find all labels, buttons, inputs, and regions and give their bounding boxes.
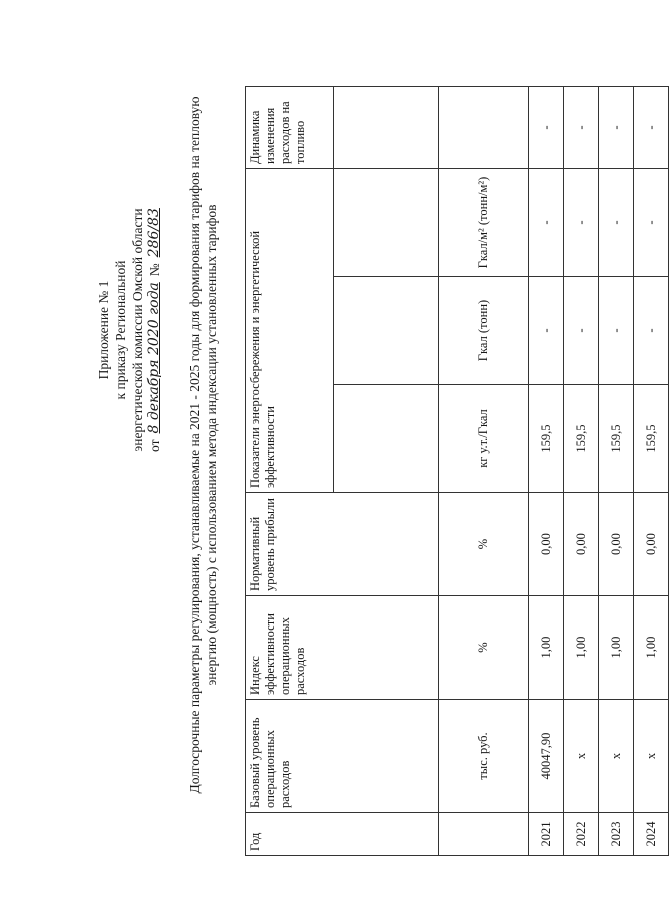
from-prefix: от [147,439,162,452]
number-prefix: № [147,263,162,277]
cell-dynamics: - [634,87,669,169]
cell-year: 2022 [564,813,599,856]
unit-year [439,813,529,856]
appendix-commission: энергетической комиссии Омской области [130,208,145,452]
table-row [599,87,634,856]
handwritten-date: 8 декабря 2020 года [146,282,162,434]
table-row [529,87,564,856]
table-row [564,87,599,856]
cell-base: 40047,90 [529,700,564,813]
subheader-dynamics [334,87,439,169]
header-year: Год [246,813,439,856]
cell-index: 1,00 [634,596,669,700]
appendix-title: Приложение № 1 [96,280,111,380]
cell-year: 2021 [529,813,564,856]
subheader-k3 [334,169,439,277]
header-fuel-dynamics: Динамика изменения расходов на топливо [246,87,334,169]
header-base-level: Базовый уровень операционных расходов [246,700,439,813]
title-line-2: энергию (мощность) с использованием метода индексации установленных тарифов [204,204,219,686]
cell-k1: 159,5 [599,385,634,493]
parameters-table [245,86,669,856]
cell-profit: 0,00 [634,493,669,596]
cell-profit: 0,00 [599,493,634,596]
cell-dynamics: - [564,87,599,169]
unit-k1: кг у.т./Гкал [439,385,529,493]
header-energy-saving: Показатели энергосбережения и энергетической эффективности [246,169,334,493]
handwritten-number: 286/83 [146,208,162,258]
cell-index: 1,00 [599,596,634,700]
cell-base: x [599,700,634,813]
units-row [439,87,529,856]
cell-k2: - [634,277,669,385]
cell-k1: 159,5 [564,385,599,493]
cell-dynamics: - [529,87,564,169]
appendix-date-line [146,150,163,510]
cell-k1: 159,5 [634,385,669,493]
cell-dynamics: - [599,87,634,169]
subheader-k2 [334,277,439,385]
unit-profit: % [439,493,529,596]
cell-k3: - [564,169,599,277]
cell-k3: - [599,169,634,277]
unit-k3: Гкал/м² (тонн/м²) [439,169,529,277]
cell-year: 2024 [634,813,669,856]
cell-k2: - [599,277,634,385]
unit-base: тыс. руб. [439,700,529,813]
cell-k3: - [634,169,669,277]
cell-index: 1,00 [529,596,564,700]
header-profit-level: Нормативный уровень прибыли [246,493,439,596]
unit-k2: Гкал (тонн) [439,277,529,385]
cell-year: 2023 [599,813,634,856]
cell-k2: - [564,277,599,385]
unit-dynamics [439,87,529,169]
title-line-1: Долгосрочные параметры регулирования, устанавливаемые на 2021 - 2025 годы для формирования тарифов на тепловую [187,96,202,794]
table-row [634,87,669,856]
cell-base: x [634,700,669,813]
appendix-block [95,150,163,510]
appendix-order-ref: к приказу Региональной [113,260,128,400]
cell-base: x [564,700,599,813]
cell-index: 1,00 [564,596,599,700]
cell-profit: 0,00 [564,493,599,596]
subheader-k1 [334,385,439,493]
cell-k1: 159,5 [529,385,564,493]
cell-k2: - [529,277,564,385]
cell-profit: 0,00 [529,493,564,596]
header-efficiency-index: Индекс эффективности операционных расходов [246,596,439,700]
cell-k3: - [529,169,564,277]
unit-index: % [439,596,529,700]
document-title [186,45,220,845]
header-row [246,87,334,856]
